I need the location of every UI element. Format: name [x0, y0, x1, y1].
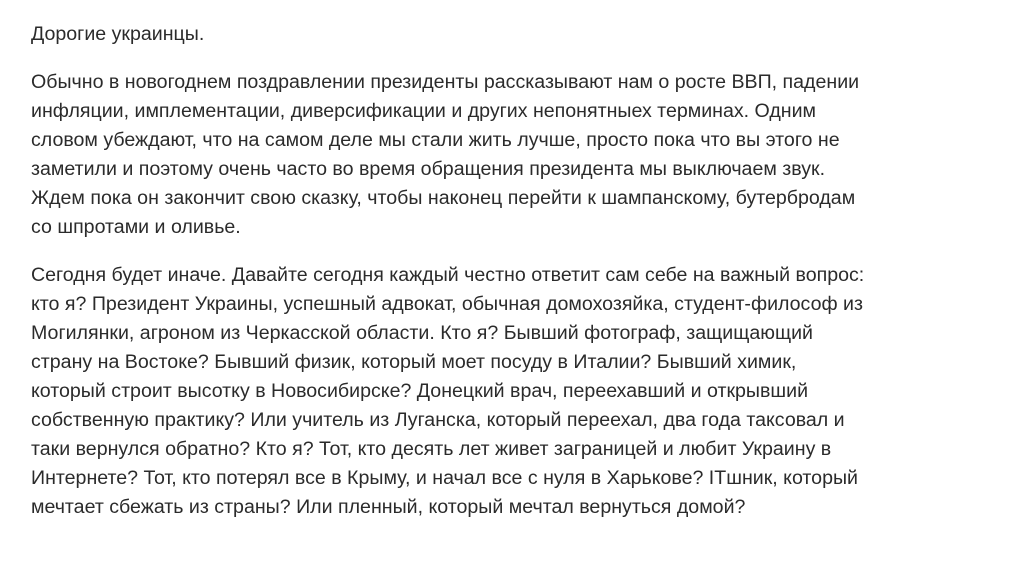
text-line: Дорогие украинцы. — [31, 23, 205, 45]
text-line: Сегодня будет иначе. Давайте сегодня каждый честно ответит сам себе на важный вопрос: — [31, 264, 865, 286]
text-line: словом убеждают, что на самом деле мы стали жить лучше, просто пока что вы этого не — [31, 129, 840, 151]
paragraph-1 — [31, 68, 1006, 242]
text-line: заметили и поэтому очень часто во время обращения президента мы выключаем звук. — [31, 158, 826, 180]
text-line: Интернете? Тот, кто потерял все в Крыму, и начал все с нуля в Харькове? ITшник, который — [31, 467, 859, 489]
text-line: таки вернулся обратно? Кто я? Тот, кто десять лет живет заграницей и любит Украину в — [31, 438, 832, 460]
paragraph-2 — [31, 261, 1006, 522]
text-line: собственную практику? Или учитель из Луганска, который переехал, два года таксовал и — [31, 409, 845, 431]
text-line: мечтает сбежать из страны? Или пленный, который мечтал вернуться домой? — [31, 496, 746, 518]
text-line: страну на Востоке? Бывший физик, который моет посуду в Италии? Бывший химик, — [31, 351, 797, 373]
article-text — [31, 20, 1006, 541]
text-line: Ждем пока он закончит свою сказку, чтобы наконец перейти к шампанскому, бутербродам — [31, 187, 856, 209]
text-line: инфляции, имплементации, диверсификации и других непонятныех терминах. Одним — [31, 100, 817, 122]
text-line: который строит высотку в Новосибирске? Донецкий врач, переехавший и открывший — [31, 380, 809, 402]
greeting — [31, 20, 1006, 49]
text-line: Могилянки, агроном из Черкасской области. Кто я? Бывший фотограф, защищающий — [31, 322, 813, 344]
text-line: кто я? Президент Украины, успешный адвокат, обычная домохозяйка, студент-философ из — [31, 293, 863, 315]
text-line: со шпротами и оливье. — [31, 216, 241, 238]
text-line: Обычно в новогоднем поздравлении президенты рассказывают нам о росте ВВП, падении — [31, 71, 860, 93]
